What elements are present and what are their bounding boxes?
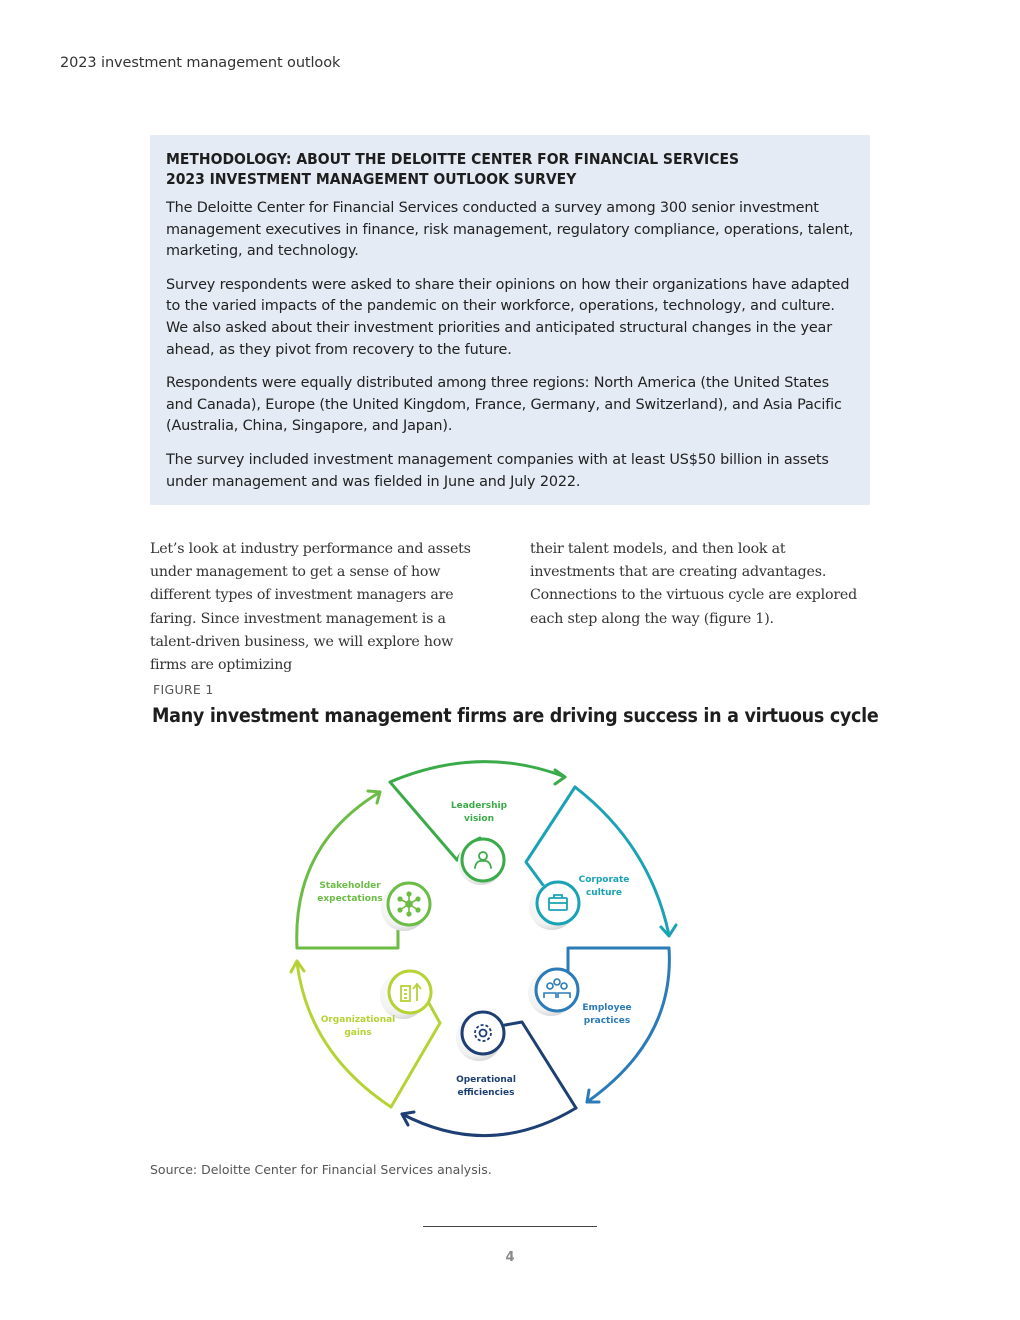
label-corporate-line1: Corporate [578, 875, 630, 885]
label-stakeholder-line1: Stakeholder [319, 881, 381, 891]
page-number: 4 [505, 1250, 515, 1265]
methodology-paragraph-2: Survey respondents were asked to share their opinions on how their organizations have adapted to the varied impacts of the pandemic on their workforce, operations, technology, and culture. We also asked about their investment priorities and anticipated structural changes in the year ahead, as they pivot from recovery to the future. [166, 276, 850, 358]
segment-outline-curve [297, 792, 380, 948]
body-column-right: their talent models, and then look at investments that are creating advantages. Connections to the virtuous cycle are explored each step along the way (figure 1). [530, 541, 857, 627]
label-stakeholder-line2: expectations [317, 894, 383, 904]
arrowhead [555, 770, 565, 784]
methodology-box [150, 135, 870, 505]
label-operational-line1: Operational [456, 1075, 516, 1085]
methodology-title-line-1: METHODOLOGY: ABOUT THE DELOITTE CENTER FOR FINANCIAL SERVICES [166, 150, 740, 168]
segment-outline [526, 787, 575, 885]
segment-outline [505, 1022, 576, 1108]
label-operational-line2: efficiencies [457, 1088, 515, 1098]
segment-corporate-culture-circle [529, 882, 579, 930]
segment-operational-efficiencies-circle [456, 1012, 504, 1061]
label-organizational-line1: Organizational [320, 1015, 396, 1025]
label-corporate-line2: culture [585, 888, 623, 898]
body-text [150, 538, 870, 677]
footer-rule [423, 1226, 597, 1227]
segment-employee-practices-circle [528, 969, 578, 1016]
segment-outline [297, 930, 398, 948]
segment-outline [568, 948, 669, 973]
segment-outline-curve [402, 1108, 576, 1136]
label-leadership-line2: vision [464, 814, 494, 824]
running-header: 2023 investment management outlook [60, 55, 341, 71]
label-employee-line1: Employee [582, 1003, 632, 1013]
label-employee-line2: practices [583, 1016, 631, 1026]
figure-source: Source: Deloitte Center for Financial Services analysis. [150, 1162, 492, 1177]
label-organizational-line2: gains [344, 1028, 372, 1038]
segment-stakeholder-expectations [297, 791, 398, 948]
segment-organizational-gains-circle [380, 971, 431, 1019]
label-leadership-line1: Leadership [450, 801, 508, 811]
virtuous-cycle-diagram [280, 750, 740, 1150]
segment-outline-curve [575, 787, 669, 935]
methodology-paragraph-4: The survey included investment management companies with at least US$50 billion in assets under management and was fielded in June and July 2022. [166, 451, 829, 490]
body-column-left: Let’s look at industry performance and assets under management to get a sense of how different types of investment managers are faring. Since investment management is a talent-driven business, we will explore how firms are optimizing [150, 541, 471, 674]
methodology-title [166, 149, 854, 189]
segment-stakeholder-expectations-circle [381, 883, 430, 931]
methodology-title-line-2: 2023 INVESTMENT MANAGEMENT OUTLOOK SURVEY [166, 170, 577, 188]
figure-title: Many investment management firms are driving success in a virtuous cycle [152, 704, 879, 727]
figure-label: FIGURE 1 [153, 682, 214, 697]
methodology-paragraph-3: Respondents were equally distributed among three regions: North America (the United States and Canada), Europe (the United Kingdom, France, Germany, and Switzerland), and Asia Pacific (Australia, China, Singapore, and Japan). [166, 375, 842, 435]
methodology-paragraph-1: The Deloitte Center for Financial Services conducted a survey among 300 senior investment management executives in finance, risk management, regulatory compliance, operations, talent, marketing, and technology. [166, 200, 854, 260]
segment-leadership-vision-circle [458, 839, 504, 885]
